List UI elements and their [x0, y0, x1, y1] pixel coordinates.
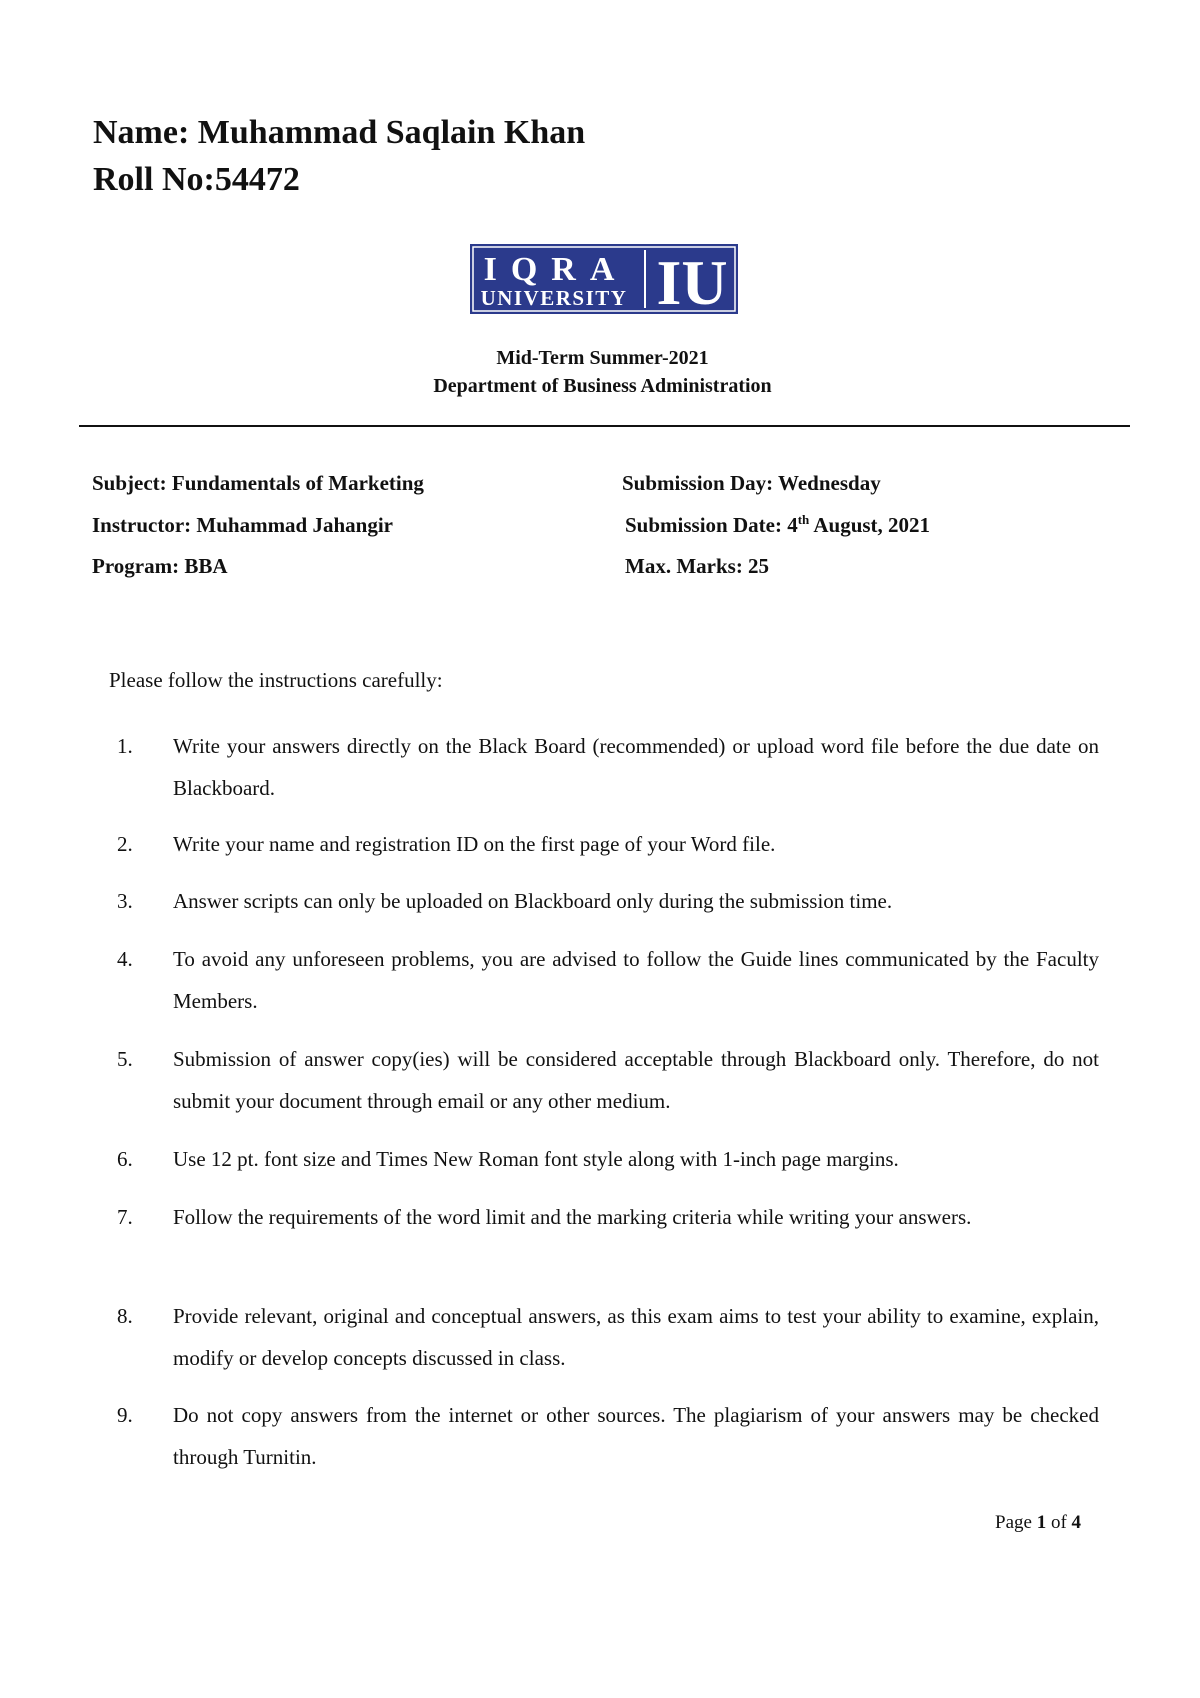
submission-date-prefix: Submission Date: 4 [625, 513, 798, 537]
student-roll-number: Roll No:54472 [93, 161, 300, 198]
instruction-number: 4. [117, 947, 133, 971]
instruction-number: 2. [117, 832, 133, 856]
page-word: Page [995, 1512, 1037, 1533]
instruction-text: Answer scripts can only be uploaded on Blackboard only during the submission time. [173, 889, 893, 913]
instruction-number: 1. [117, 734, 133, 758]
instruction-text: Submission of answer copy(ies) will be considered acceptable through Blackboard only. Therefore, do not submit your document through email or any other medium. [173, 1047, 1099, 1113]
student-name: Name: Muhammad Saqlain Khan [93, 114, 586, 151]
program-field: Program: BBA [92, 554, 228, 578]
instruction-text: Provide relevant, original and conceptual answers, as this exam aims to test your ability to examine, explain, modify or develop concepts discussed in class. [173, 1304, 1099, 1370]
current-page: 1 [1036, 1512, 1047, 1533]
logo-monogram: IU [656, 247, 728, 314]
instruction-text: Follow the requirements of the word limit and the marking criteria while writing your answers. [173, 1205, 972, 1229]
instructions-intro: Please follow the instructions carefully: [109, 668, 443, 692]
iqra-university-logo [470, 244, 738, 314]
instruction-number: 9. [117, 1403, 133, 1427]
total-pages: 4 [1071, 1512, 1082, 1533]
instruction-text: To avoid any unforeseen problems, you are advised to follow the Guide lines communicated by the Faculty Members. [173, 947, 1099, 1013]
instruction-text: Do not copy answers from the internet or other sources. The plagiarism of your answers may be checked through Turnitin. [173, 1403, 1099, 1469]
instructor-field: Instructor: Muhammad Jahangir [92, 513, 394, 537]
department-name: Department of Business Administration [433, 375, 772, 397]
instruction-text: Write your answers directly on the Black Board (recommended) or upload word file before the due date on Blackboard. [173, 734, 1099, 800]
logo-divider [644, 250, 646, 308]
instruction-number: 3. [117, 889, 133, 913]
instruction-text: Write your name and registration ID on the first page of your Word file. [173, 832, 776, 856]
submission-day-field: Submission Day: Wednesday [622, 471, 881, 495]
logo-text-iqra: IQRA [483, 251, 629, 288]
instruction-number: 7. [117, 1205, 133, 1229]
exam-title: Mid-Term Summer-2021 [496, 347, 709, 369]
submission-date-suffix: August, 2021 [809, 513, 931, 537]
instruction-number: 5. [117, 1047, 133, 1071]
submission-date-ordinal: th [797, 512, 810, 527]
of-word: of [1046, 1512, 1072, 1533]
header-divider [79, 425, 1130, 427]
instruction-text: Use 12 pt. font size and Times New Roman font style along with 1-inch page margins. [173, 1147, 899, 1171]
max-marks-field: Max. Marks: 25 [625, 554, 770, 578]
subject-field: Subject: Fundamentals of Marketing [92, 471, 424, 495]
logo-text-university: UNIVERSITY [480, 286, 628, 310]
instruction-number: 8. [117, 1304, 133, 1328]
instruction-number: 6. [117, 1147, 133, 1171]
submission-date-field [625, 510, 930, 540]
page-number [995, 1510, 1081, 1536]
